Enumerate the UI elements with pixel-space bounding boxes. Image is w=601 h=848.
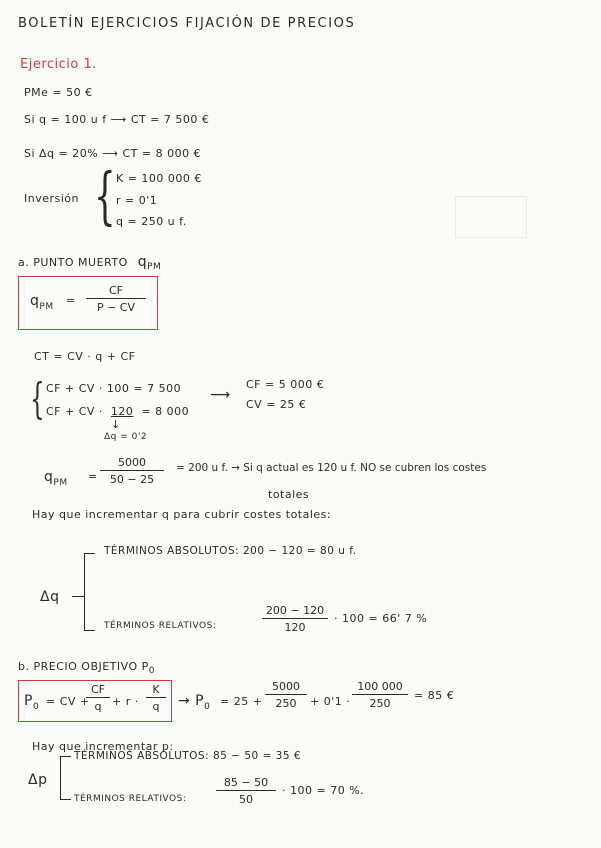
cost-line-1: Si q = 100 u f ⟶ CT = 7 500 € [24,113,210,126]
page-title: BOLETÍN EJERCICIOS FIJACIÓN DE PRECIOS [18,16,356,31]
target-price-result: = 85 € [414,689,455,702]
bleed-through-text [458,300,463,313]
delta-p-label: Δp [28,772,48,788]
frac2-num: K [152,683,160,696]
fixed-cost-result: CF = 5 000 € [246,378,325,391]
p-relative-fraction [216,776,276,806]
q-relative-fraction [262,604,328,634]
p-relative-label: TÉRMINOS RELATIVOS: [74,794,187,804]
calc-frac1-num: 5000 [272,680,300,693]
system-eq-2: CF + CV · 120 = 8 000 [46,405,190,418]
target-price-lhs: $P_0$ [24,693,40,712]
breakeven-result: = 200 u f. → Si q actual es 120 u f. NO se cubren los costes [176,462,487,474]
target-price-arrow: → $P_0$ [178,693,211,712]
system-eq-2-q: 120 [110,405,134,418]
breakeven-eq: = [88,470,98,483]
target-price-calc-mid: + 0'1 · [310,695,351,708]
total-cost-equation: CT = CV · q + CF [34,350,136,363]
frac2-den: q [146,697,166,713]
delta-q-label: Δq [40,589,60,605]
exercise-heading: Ejercicio 1. [20,57,97,72]
frac1-den: q [86,697,110,713]
target-price-calc-eq: = 25 + [220,695,263,708]
system-brace: { [30,374,45,423]
section-a-title: a. PUNTO MUERTO [18,256,128,269]
formula-lhs: $q_{PM}$ [30,293,54,312]
system-implies-arrow: ⟶ [210,387,231,403]
investment-brace: { [94,159,116,232]
breakeven-lhs: $q_{PM}$ [44,469,68,488]
target-price-frac-1 [86,683,110,713]
cost-line-2: Si Δq = 20% ⟶ CT = 8 000 € [24,147,202,160]
section-a-heading [18,254,161,272]
breakeven-fraction [100,456,164,486]
delta-p-bracket [60,756,61,800]
delta-q-bracket [84,553,85,631]
calc-frac2-den: 250 [352,694,408,710]
delta-q-arrow: ↓ [111,418,121,431]
investment-k: K = 100 000 € [116,172,202,185]
q-relative-label: TÉRMINOS RELATIVOS: [104,621,217,631]
target-price-calc-frac-1 [266,680,306,710]
formula-fraction [86,284,146,314]
variable-cost-result: CV = 25 € [246,398,307,411]
price-note: Hay que incrementar p: [32,740,174,753]
breakeven-result-cont: totales [268,488,310,501]
delta-q-connector [72,596,84,597]
breakeven-numerator: 5000 [118,456,146,469]
p-relative-result: · 100 = 70 %. [282,784,365,797]
delta-q-note: Δq = 0'2 [104,432,148,442]
q-relative-result: · 100 = 66' 7 % [334,612,428,625]
bleed-through-mark [455,196,527,238]
formula-numerator: CF [108,284,123,297]
calc-frac2-num: 100 000 [357,680,403,693]
section-a-symbol: q [137,254,148,270]
p-relative-numerator: 85 − 50 [223,776,269,789]
system-eq-1: CF + CV · 100 = 7 500 [46,382,182,395]
target-price-mid: + r · [112,695,139,708]
section-a-symbol-sub: PM [147,262,162,273]
target-price-calc-frac-2 [352,680,408,710]
investment-label: Inversión [24,192,80,205]
breakeven-denominator: 50 − 25 [100,470,164,486]
target-price-frac-2 [146,683,166,713]
q-absolute-terms: TÉRMINOS ABSOLUTOS: 200 − 120 = 80 u f. [104,545,357,557]
average-price: PMe = 50 € [24,86,93,99]
formula-denominator: P − CV [86,298,146,314]
frac1-num: CF [90,683,105,696]
quantity-note: Hay que incrementar q para cubrir costes totales: [32,508,332,521]
p-relative-denominator: 50 [216,790,276,806]
formula-eq: = [66,294,76,307]
investment-q: q = 250 u f. [116,215,187,228]
section-b-heading: b. PRECIO OBJETIVO $P_0$ [18,660,155,677]
p-absolute-terms: TÉRMINOS ABSOLUTOS: 85 − 50 = 35 € [74,750,302,762]
q-relative-numerator: 200 − 120 [265,604,325,617]
investment-r: r = 0'1 [116,194,158,207]
calc-frac1-den: 250 [265,694,307,710]
target-price-eq: = CV + [46,695,90,708]
q-relative-denominator: 120 [262,618,328,634]
